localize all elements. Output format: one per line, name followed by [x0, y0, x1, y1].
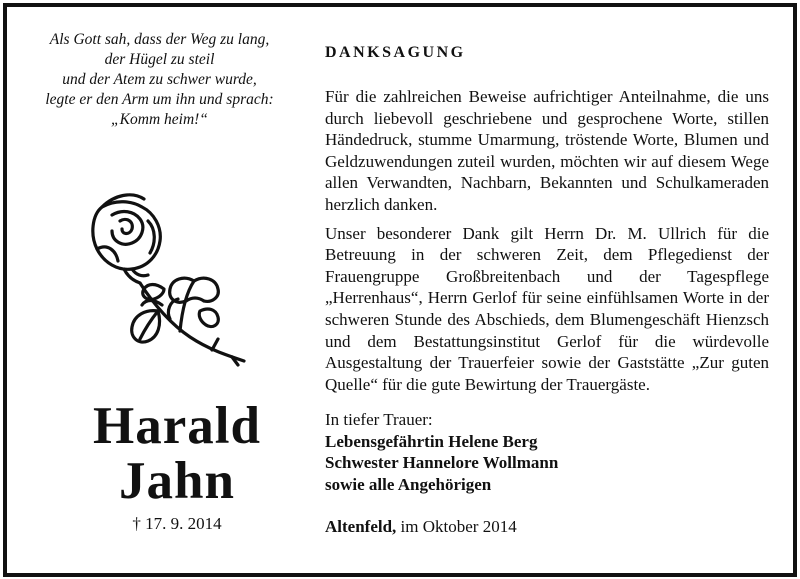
poem-line: Als Gott sah, dass der Weg zu lang, — [49, 31, 270, 48]
poem-line: der Hügel zu steil — [104, 51, 215, 68]
notice-heading: DANKSAGUNG — [325, 44, 466, 61]
thanks-paragraph: Für die zahlreichen Beweise aufrichtiger Anteilnahme, die uns durch liebevoll geschriebene und gesprochene Worte, stillen Händedruck, stumme Umarmung, tröstende Worte, Blumen und Geldzuwendungen zuteil wurden, möchten wir auf diesem Wege allen Verwandten, Nachbarn, Bekannten und Schulkameraden herzlich danken. — [325, 87, 769, 214]
poem-line: legte er den Arm um ihn und sprach: — [45, 91, 274, 108]
place: Altenfeld, — [325, 517, 397, 537]
signatory: Lebensgefährtin Helene Berg — [325, 431, 538, 451]
signatory: sowie alle Angehörigen — [325, 474, 492, 494]
place-date-line — [325, 517, 769, 537]
mourning-intro: In tiefer Trauer: — [325, 410, 433, 430]
death-date: † 17. 9. 2014 — [132, 514, 222, 533]
poem-line: „Komm heim!“ — [111, 111, 208, 128]
left-column — [22, 30, 297, 130]
deceased-last-name: Jahn — [119, 452, 235, 510]
notice-date: im Oktober 2014 — [396, 517, 517, 537]
poem-line: und der Atem zu schwer wurde, — [62, 71, 257, 88]
signatory: Schwester Hannelore Wollmann — [325, 453, 559, 473]
mourners-block — [325, 409, 769, 495]
poem — [22, 30, 297, 130]
right-column — [325, 44, 769, 537]
special-thanks-paragraph: Unser besonderer Dank gilt Herrn Dr. M. Ullrich für die Betreuung in der schweren Zeit, dem Pflegedienst der Frauengruppe Großbreitenbach und der Tagespflege „Herrenhaus“, Herrn Gerlof für seine einfühlsamen Worte in der schweren Stunde des Abschieds, dem Blumengeschäft Hienzsch und dem Bestattungsinstitut Gerlof für die würdevolle Ausgestaltung der Trauerfeier sowie der Gaststätte „Zur guten Quelle“ für die gute Bewirtung der Trauergäste. — [325, 223, 769, 394]
rose-icon — [62, 185, 262, 385]
deceased-first-name: Harald — [93, 397, 261, 455]
